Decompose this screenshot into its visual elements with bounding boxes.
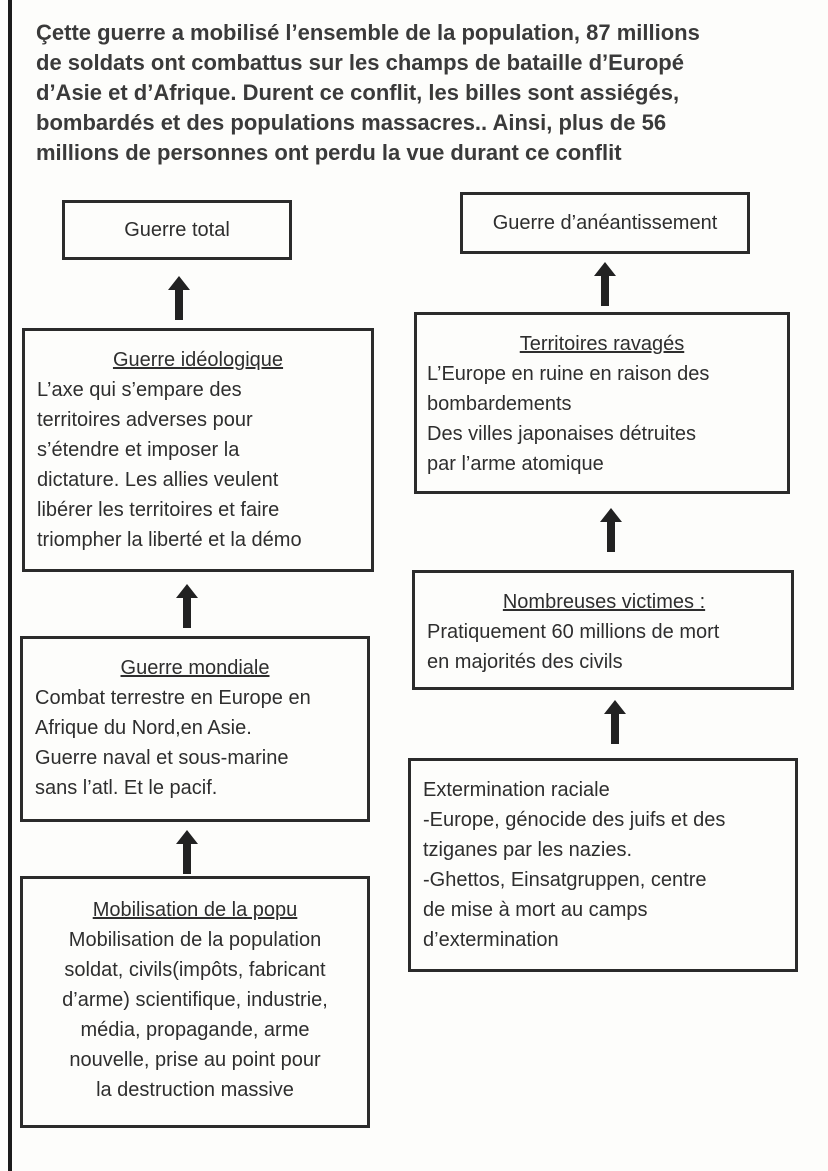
- box-line: média, propagande, arme: [80, 1019, 310, 1041]
- box-line: territoires adverses pour: [37, 409, 253, 431]
- box-nombreuses-victimes: [412, 570, 794, 690]
- box-line: nouvelle, prise au point pour: [69, 1049, 321, 1071]
- box-line: libérer les territoires et faire: [37, 499, 280, 521]
- box-extermination-raciale: [408, 758, 798, 972]
- intro-line: millions de personnes ont perdu la vue durant ce conflit: [36, 140, 622, 165]
- box-line: d’arme) scientifique, industrie,: [62, 989, 328, 1011]
- box-guerre-aneantissement-label: Guerre d’anéantissement: [492, 212, 718, 234]
- box-line: -Europe, génocide des juifs et des: [423, 809, 726, 831]
- intro-line: de soldats ont combattus sur les champs de bataille d’Europé: [36, 50, 684, 75]
- arrow-up-icon: [168, 276, 190, 320]
- box-title: Nombreuses victimes :: [502, 591, 706, 613]
- box-line: bombardements: [427, 393, 572, 415]
- box-line: d’extermination: [423, 929, 559, 951]
- intro-paragraph: [36, 18, 796, 168]
- box-line: triompher la liberté et la démo: [37, 529, 302, 551]
- box-line: de mise à mort au camps: [423, 899, 648, 921]
- box-guerre-ideologique: [22, 328, 374, 572]
- box-guerre-aneantissement: [460, 192, 750, 254]
- box-guerre-total: [62, 200, 292, 260]
- box-line: L’Europe en ruine en raison des: [427, 363, 710, 385]
- box-line: Mobilisation de la population: [68, 929, 322, 951]
- box-territoires-ravages: [414, 312, 790, 494]
- arrow-up-icon: [600, 508, 622, 552]
- box-line: Des villes japonaises détruites: [427, 423, 697, 445]
- box-line: L’axe qui s’empare des: [37, 379, 242, 401]
- intro-line: bombardés et des populations massacres.. Ainsi, plus de 56: [36, 110, 667, 135]
- intro-line: Çette guerre a mobilisé l’ensemble de la population, 87 millions: [36, 20, 700, 45]
- box-line: -Ghettos, Einsatgruppen, centre: [423, 869, 707, 891]
- arrow-up-icon: [604, 700, 626, 744]
- intro-line: d’Asie et d’Afrique. Durent ce conflit, les billes sont assiégés,: [36, 80, 680, 105]
- box-line: Combat terrestre en Europe en: [35, 687, 311, 709]
- box-line: Pratiquement 60 millions de mort: [427, 621, 720, 643]
- box-line: dictature. Les allies veulent: [37, 469, 279, 491]
- box-line: soldat, civils(impôts, fabricant: [64, 959, 326, 981]
- arrow-up-icon: [176, 584, 198, 628]
- box-line: s’étendre et imposer la: [37, 439, 240, 461]
- page-left-edge: [8, 0, 12, 1171]
- arrow-up-icon: [594, 262, 616, 306]
- box-line: sans l’atl. Et le pacif.: [35, 777, 218, 799]
- arrow-up-icon: [176, 830, 198, 874]
- box-guerre-mondiale: [20, 636, 370, 822]
- box-line: par l’arme atomique: [427, 453, 604, 475]
- box-title: Guerre idéologique: [112, 349, 284, 371]
- box-line: Extermination raciale: [423, 779, 610, 801]
- box-guerre-total-label: Guerre total: [124, 219, 230, 241]
- box-title: Territoires ravagés: [519, 333, 685, 355]
- box-title: Guerre mondiale: [120, 657, 270, 679]
- box-line: tziganes par les nazies.: [423, 839, 633, 861]
- box-line: la destruction massive: [96, 1079, 294, 1101]
- box-title: Mobilisation de la popu: [92, 899, 298, 921]
- box-line: Afrique du Nord,en Asie.: [35, 717, 252, 739]
- box-line: en majorités des civils: [427, 651, 623, 673]
- box-mobilisation: [20, 876, 370, 1128]
- box-line: Guerre naval et sous-marine: [35, 747, 289, 769]
